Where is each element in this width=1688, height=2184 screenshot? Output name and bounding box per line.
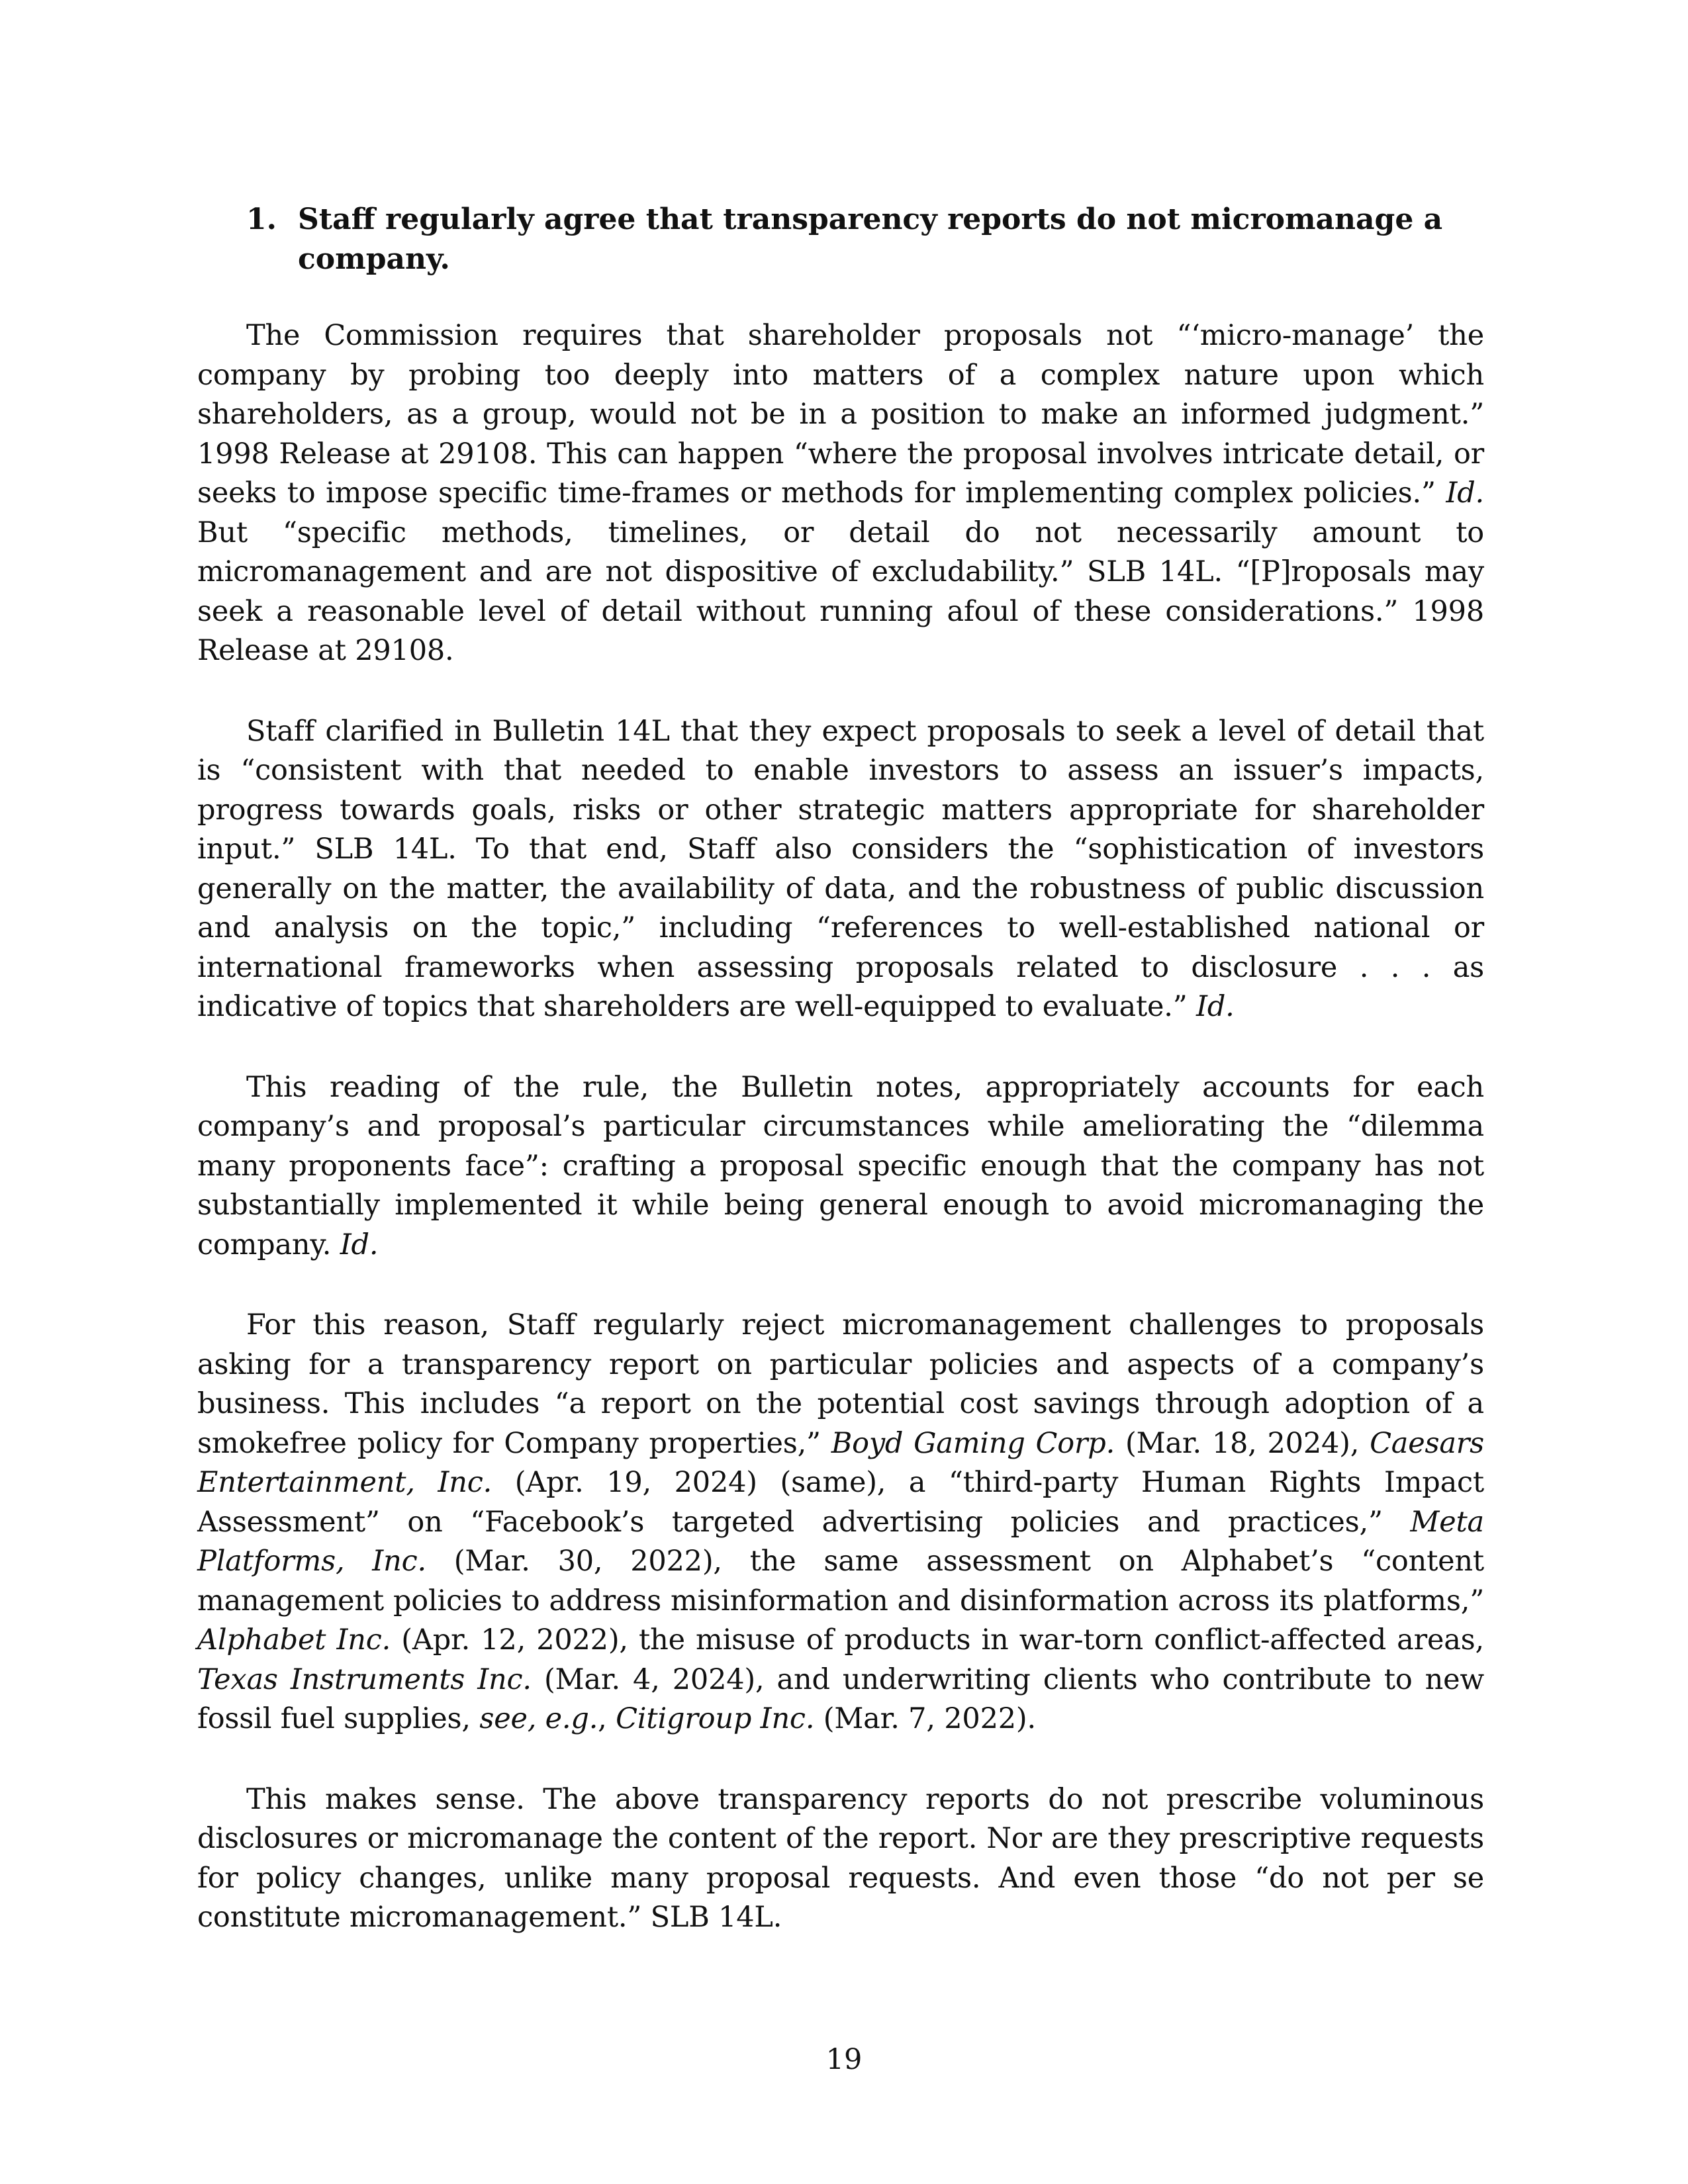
- p2-citation-1: Id.: [1196, 990, 1235, 1023]
- p1-text-2: But “specific methods, timelines, or detail do not necessarily amount to micromanagement and are not dispositive of excludability.” SLB 14L. “[P]roposals may seek a reasonable level of detail without running afoul of these considerations.” 1998 Release at 29108.: [197, 516, 1484, 667]
- section-heading: [246, 200, 1484, 279]
- p1-citation-1: Id.: [1446, 477, 1484, 510]
- paragraph-2: [197, 712, 1484, 1027]
- p4-text-6: (Mar. 4, 2024), and underwriting clients who contribute to new fossil fuel supplies,: [197, 1662, 1484, 1735]
- p4-signal-see-eg: see, e.g.: [479, 1702, 598, 1735]
- p4-text-5: (Apr. 12, 2022), the misuse of products in war-torn conflict-affected areas,: [391, 1623, 1484, 1657]
- p4-text-4: (Mar. 30, 2022), the same assessment on Alphabet’s “content management policies to address misinformation and disinformation across its platforms,”: [197, 1545, 1484, 1617]
- p4-case-texas-instruments: Texas Instruments Inc.: [197, 1662, 532, 1696]
- p2-text-1: Staff clarified in Bulletin 14L that they expect proposals to seek a level of detail that is “consistent with that needed to enable investors to assess an issuer’s impacts, progress towards goals, risks or other strategic matters appropriate for shareholder input.” SLB 14L. To that end, Staff also considers the “sophistication of investors generally on the matter, the availability of data, and the robustness of public discussion and analysis on the topic,” including “references to well-established national or international frameworks when assessing proposals related to disclosure . . . as indicative of topics that shareholders are well-equipped to evaluate.”: [197, 714, 1484, 1023]
- p4-case-caesars: Caesars Entertainment, Inc.: [197, 1426, 1485, 1499]
- p4-text-2: (Mar. 18, 2024),: [1115, 1426, 1370, 1460]
- p4-text-8: (Mar. 7, 2022).: [814, 1702, 1036, 1735]
- paragraph-1: [197, 316, 1484, 671]
- paragraph-5: [197, 1780, 1484, 1938]
- p4-case-boyd: Boyd Gaming Corp.: [831, 1426, 1115, 1460]
- paragraph-4: [197, 1306, 1484, 1739]
- p1-text-1: The Commission requires that shareholder proposals not “‘micro-manage’ the company by probing too deeply into matters of a complex nature upon which shareholders, as a group, would not be in a position to make an informed judgment.” 1998 Release at 29108. This can happen “where the proposal involves intricate detail, or seeks to impose specific time-frames or methods for implementing complex policies.”: [197, 319, 1484, 510]
- p4-case-citigroup: Citigroup Inc.: [616, 1702, 815, 1735]
- page-body: [197, 200, 1484, 1979]
- page-number: 19: [825, 2043, 863, 2076]
- p4-case-alphabet: Alphabet Inc.: [197, 1623, 391, 1657]
- p4-text-3: (Apr. 19, 2024) (same), a “third-party Human Rights Impact Assessment” on “Facebook’s targeted advertising policies and practices,”: [197, 1466, 1484, 1539]
- p4-text-1: For this reason, Staff regularly reject micromanagement challenges to proposals asking for a transparency report on particular policies and aspects of a company’s business. This includes “a report on the potential cost savings through adoption of a smokefree policy for Company properties,”: [197, 1308, 1484, 1460]
- heading-number: 1.: [246, 203, 277, 236]
- p3-citation-1: Id.: [340, 1228, 379, 1261]
- heading-text: Staff regularly agree that transparency reports do not micromanage a company.: [298, 203, 1443, 276]
- p4-case-meta: Meta Platforms, Inc.: [197, 1505, 1484, 1578]
- p4-text-7: ,: [598, 1702, 616, 1735]
- p5-text-1: This makes sense. The above transparency reports do not prescribe voluminous disclosures or micromanage the content of the report. Nor are they prescriptive requests for policy changes, unlike many proposal requests. And even those “do not per se constitute micromanagement.” SLB 14L.: [197, 1782, 1484, 1934]
- p3-text-1: This reading of the rule, the Bulletin notes, appropriately accounts for each company’s and proposal’s particular circumstances while ameliorating the “dilemma many proponents face”: crafting a proposal specific enough that the company has not substantially implemented it while being general enough to avoid micromanaging the company.: [197, 1070, 1484, 1261]
- paragraph-3: [197, 1068, 1484, 1265]
